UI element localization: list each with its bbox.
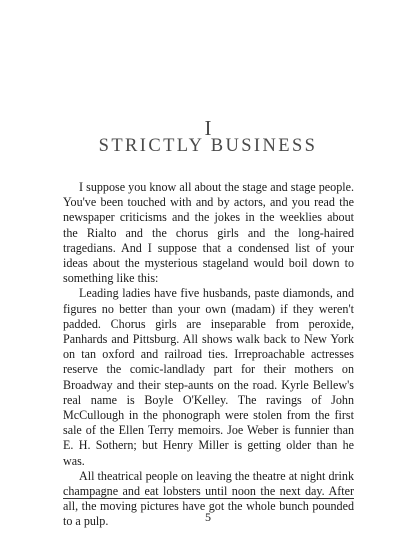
chapter-title: STRICTLY BUSINESS: [98, 136, 318, 156]
footer-rule: [63, 498, 354, 499]
chapter-body: [63, 180, 354, 530]
chapter-number: I: [204, 116, 212, 140]
paragraph: Leading ladies have five husbands, paste diamonds, and figures no better than your own (madam) if they weren't padded. Chorus girls are inseparable from peroxide, Panhards and Pittsburg. All shows walk back to New York on tan oxford and railroad ties. Irreproachable actresses reserve the comic-landlady part for their mothers on Broadway and their step-aunts on the road. Kyrle Bellew's real name is Boyle O'Kelley. The ravings of John McCullough in the phonograph were stolen from the first sale of the Ellen Terry memoirs. Joe Weber is funnier than E. H. Sothern; but Henry Miller is getting older than he was.: [63, 286, 354, 468]
paragraph: I suppose you know all about the stage and stage people. You've been touched with and by actors, and you read the newspaper criticisms and the jokes in the weeklies about the Rialto and the chorus girls and the long-haired tragedians. And I suppose that a condensed list of your ideas about the mysterious stageland would boil down to something like this:: [63, 180, 354, 286]
paragraph: All theatrical people on leaving the theatre at night drink champagne and eat lobsters until noon the next day. After all, the moving pictures have got the whole bunch pounded to a pulp.: [63, 468, 354, 529]
page-number: 5: [205, 510, 211, 524]
